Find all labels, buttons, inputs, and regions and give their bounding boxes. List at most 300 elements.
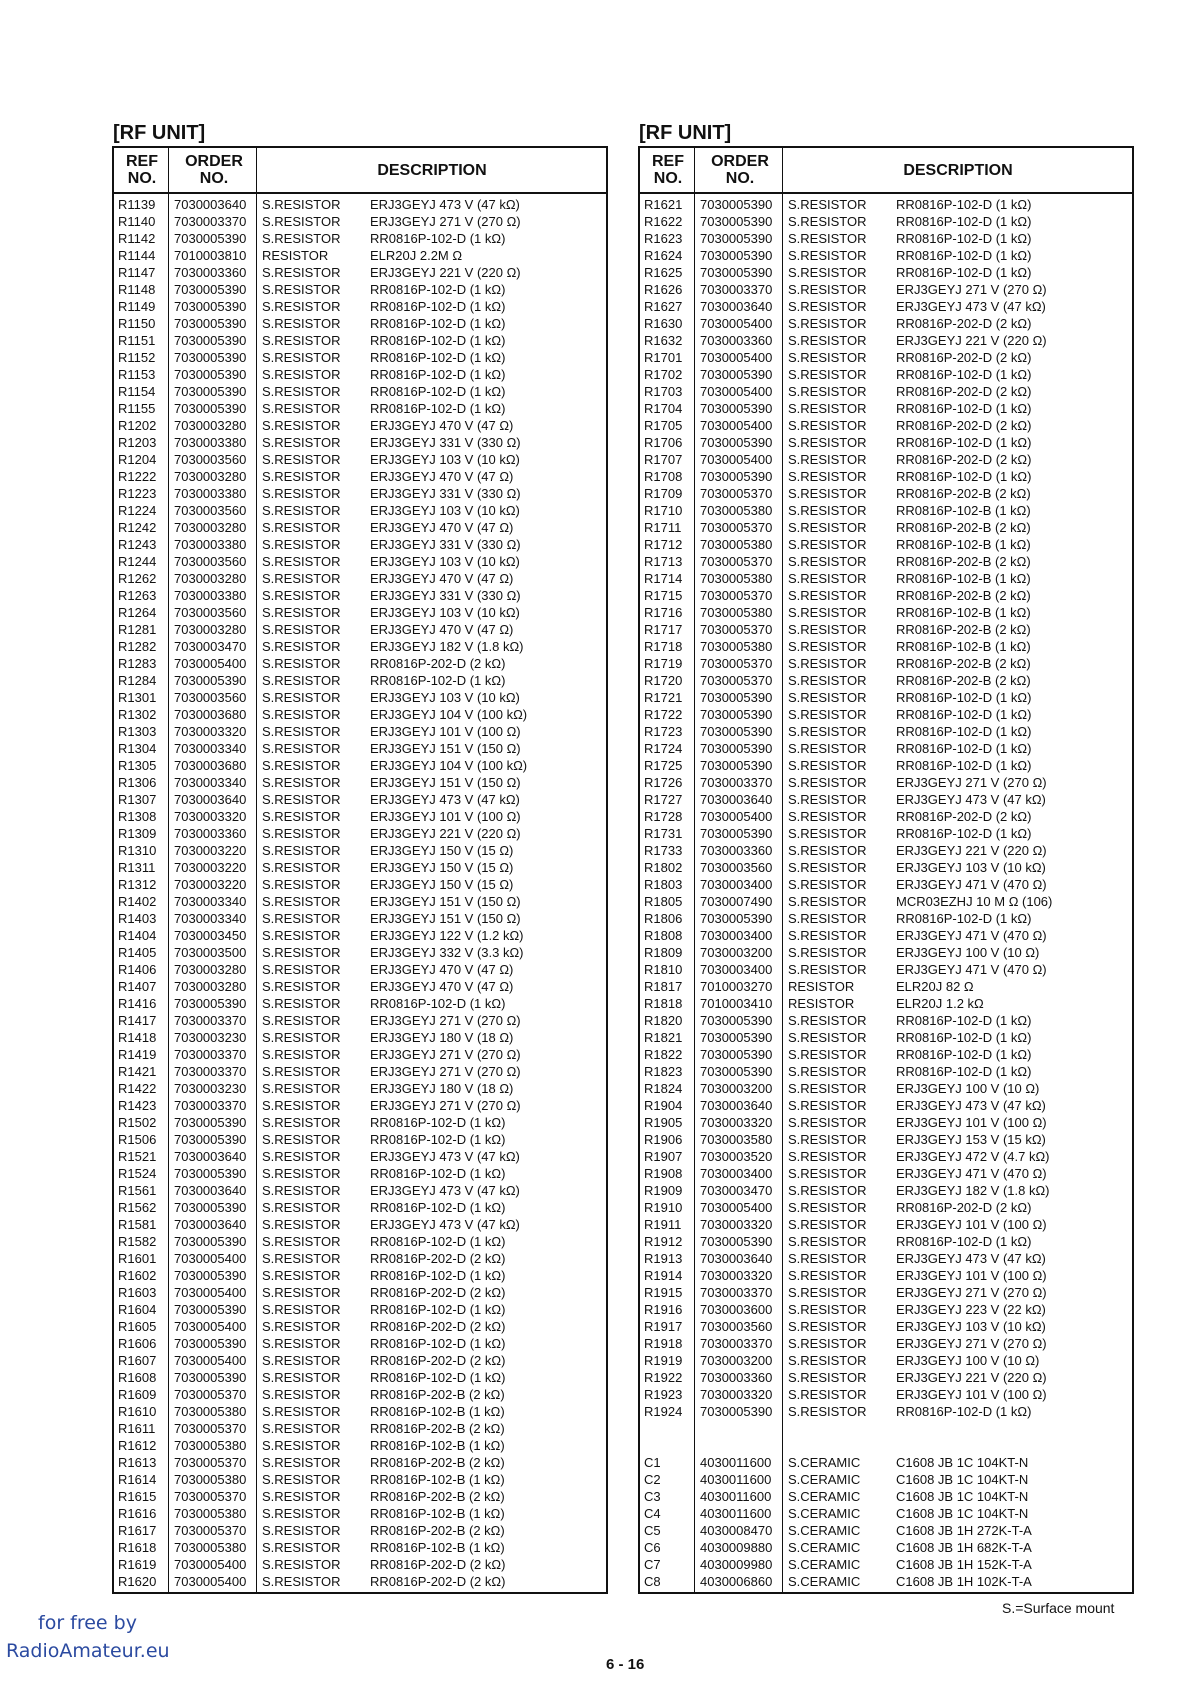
- table-row: [640, 1505, 1132, 1522]
- part-type: S.RESISTOR: [788, 945, 867, 960]
- table-row: [114, 808, 606, 825]
- table-row: [114, 689, 606, 706]
- part-type: S.RESISTOR: [262, 1047, 341, 1062]
- part-type: S.RESISTOR: [788, 724, 867, 739]
- order-no-header: ORDER NO.: [711, 153, 769, 187]
- part-type: S.RESISTOR: [788, 333, 867, 348]
- part-value: RR0816P-202-B (2 kΩ): [370, 1387, 505, 1402]
- ref-no: R1312: [118, 877, 157, 892]
- part-type: S.RESISTOR: [262, 1081, 341, 1096]
- table-row: [114, 1573, 606, 1590]
- part-type: S.RESISTOR: [788, 1404, 867, 1419]
- part-value: RR0816P-102-D (1 kΩ): [370, 1200, 506, 1215]
- ref-no: R1913: [644, 1251, 683, 1266]
- part-value: RR0816P-202-B (2 kΩ): [370, 1421, 505, 1436]
- table-row: [640, 1352, 1132, 1369]
- ref-no: R1701: [644, 350, 683, 365]
- order-no: 7010003270: [700, 979, 773, 994]
- ref-no: R1302: [118, 707, 157, 722]
- ref-no: R1909: [644, 1183, 683, 1198]
- part-type: S.RESISTOR: [262, 1064, 341, 1079]
- part-value: RR0816P-102-D (1 kΩ): [370, 316, 506, 331]
- ref-no: R1707: [644, 452, 683, 467]
- ref-no: R1264: [118, 605, 157, 620]
- order-no: 7030003360: [174, 826, 247, 841]
- part-type: S.RESISTOR: [262, 775, 341, 790]
- part-value: ERJ3GEYJ 473 V (47 kΩ): [896, 1098, 1046, 1113]
- part-value: ELR20J 82 Ω: [896, 979, 974, 994]
- part-value: C1608 JB 1H 102K-T-A: [896, 1574, 1032, 1589]
- part-type: S.RESISTOR: [262, 214, 341, 229]
- table-row: [114, 400, 606, 417]
- part-value: ERJ3GEYJ 271 V (270 Ω): [370, 1064, 521, 1079]
- ref-no-header: REF NO.: [652, 153, 684, 187]
- ref-no: R1910: [644, 1200, 683, 1215]
- order-no: 7030005370: [700, 622, 773, 637]
- table-row: [640, 706, 1132, 723]
- part-value: C1608 JB 1C 104KT-N: [896, 1489, 1029, 1504]
- ref-no: R1222: [118, 469, 157, 484]
- order-no: 7030003320: [700, 1387, 773, 1402]
- table-row: [640, 944, 1132, 961]
- part-type: S.RESISTOR: [262, 1387, 341, 1402]
- table-row: [640, 587, 1132, 604]
- order-no: 7030005390: [174, 401, 247, 416]
- table-row: [114, 655, 606, 672]
- part-type: S.RESISTOR: [788, 571, 867, 586]
- part-value: RR0816P-102-D (1 kΩ): [370, 1115, 506, 1130]
- part-value: RR0816P-202-D (2 kΩ): [896, 1200, 1032, 1215]
- order-no: 7030003340: [174, 911, 247, 926]
- order-no: 7030005400: [700, 418, 773, 433]
- table-row: [640, 281, 1132, 298]
- order-no: 4030009880: [700, 1540, 773, 1555]
- part-value: RR0816P-202-B (2 kΩ): [896, 486, 1031, 501]
- part-value: RR0816P-102-D (1 kΩ): [896, 1404, 1032, 1419]
- part-type: S.RESISTOR: [262, 860, 341, 875]
- order-no: 7030005370: [700, 588, 773, 603]
- part-value: RR0816P-202-B (2 kΩ): [370, 1523, 505, 1538]
- ref-no: R1724: [644, 741, 683, 756]
- part-type: S.RESISTOR: [788, 792, 867, 807]
- part-type: S.RESISTOR: [788, 401, 867, 416]
- part-type: S.RESISTOR: [788, 656, 867, 671]
- part-type: S.RESISTOR: [262, 1013, 341, 1028]
- order-no: 7030003380: [174, 486, 247, 501]
- ref-no: R1155: [118, 401, 156, 416]
- ref-no: R1602: [118, 1268, 157, 1283]
- order-no: 4030009980: [700, 1557, 773, 1572]
- part-value: RR0816P-102-D (1 kΩ): [896, 214, 1032, 229]
- order-no: 7030005390: [700, 367, 773, 382]
- order-no: 7030003220: [174, 843, 247, 858]
- part-type: S.CERAMIC: [788, 1506, 861, 1521]
- part-value: ERJ3GEYJ 100 V (10 Ω): [896, 1081, 1040, 1096]
- table-row: [114, 247, 606, 264]
- part-type: S.RESISTOR: [788, 1047, 867, 1062]
- order-no: 7030005390: [174, 1336, 247, 1351]
- table-row: [640, 1012, 1132, 1029]
- part-value: ERJ3GEYJ 271 V (270 Ω): [370, 214, 521, 229]
- order-no: 7030003640: [174, 197, 247, 212]
- table-row: [114, 587, 606, 604]
- part-type: S.RESISTOR: [262, 1149, 341, 1164]
- table-row: [114, 927, 606, 944]
- part-value: ERJ3GEYJ 101 V (100 Ω): [896, 1217, 1047, 1232]
- order-no: 7030005390: [174, 282, 247, 297]
- part-type: S.RESISTOR: [788, 1081, 867, 1096]
- ref-no: R1727: [644, 792, 683, 807]
- part-type: S.RESISTOR: [788, 622, 867, 637]
- ref-no: R1310: [118, 843, 157, 858]
- order-no: 7030005400: [174, 656, 247, 671]
- table-row: [640, 1114, 1132, 1131]
- order-no: 7030003560: [174, 554, 247, 569]
- table-row: [640, 808, 1132, 825]
- table-row: [114, 944, 606, 961]
- part-value: RR0816P-102-D (1 kΩ): [896, 707, 1032, 722]
- part-type: S.RESISTOR: [262, 656, 341, 671]
- part-type: S.RESISTOR: [262, 639, 341, 654]
- part-value: C1608 JB 1C 104KT-N: [896, 1455, 1029, 1470]
- table-row: [640, 247, 1132, 264]
- ref-no: R1204: [118, 452, 157, 467]
- part-type: S.RESISTOR: [262, 1251, 341, 1266]
- part-value: ERJ3GEYJ 473 V (47 kΩ): [370, 1217, 520, 1232]
- table-body: [114, 194, 606, 1590]
- ref-no: R1416: [118, 996, 157, 1011]
- order-no: 7030003400: [700, 962, 773, 977]
- order-no: 7030003200: [700, 1353, 773, 1368]
- part-value: ERJ3GEYJ 470 V (47 Ω): [370, 418, 514, 433]
- table-row: [114, 1420, 606, 1437]
- order-no: 7030003360: [700, 843, 773, 858]
- order-no: 7030005400: [700, 809, 773, 824]
- part-value: RR0816P-102-B (1 kΩ): [370, 1438, 505, 1453]
- part-value: RR0816P-202-D (2 kΩ): [896, 350, 1032, 365]
- ref-no: R1154: [118, 384, 156, 399]
- part-value: ERJ3GEYJ 473 V (47 kΩ): [896, 1251, 1046, 1266]
- order-no: 7030003200: [700, 1081, 773, 1096]
- part-value: ERJ3GEYJ 470 V (47 Ω): [370, 571, 514, 586]
- part-value: RR0816P-202-B (2 kΩ): [896, 673, 1031, 688]
- part-type: S.RESISTOR: [788, 639, 867, 654]
- part-type: S.RESISTOR: [262, 1268, 341, 1283]
- table-row: [114, 213, 606, 230]
- part-type: S.RESISTOR: [262, 1472, 341, 1487]
- table-row: [114, 757, 606, 774]
- ref-no: R1149: [118, 299, 156, 314]
- ref-no: R1153: [118, 367, 156, 382]
- watermark-line1: for free by: [38, 1612, 137, 1634]
- order-no: 7030003320: [700, 1217, 773, 1232]
- part-value: ERJ3GEYJ 470 V (47 Ω): [370, 469, 514, 484]
- part-value: ERJ3GEYJ 150 V (15 Ω): [370, 843, 514, 858]
- part-type: S.RESISTOR: [262, 979, 341, 994]
- ref-no: R1402: [118, 894, 157, 909]
- left-parts-section: [112, 120, 608, 1594]
- ref-no: R1281: [118, 622, 157, 637]
- part-value: ELR20J 2.2M Ω: [370, 248, 463, 263]
- ref-no: R1721: [644, 690, 683, 705]
- ref-no: R1582: [118, 1234, 157, 1249]
- part-type: S.RESISTOR: [262, 1302, 341, 1317]
- table-row: [640, 366, 1132, 383]
- order-no: 7030003280: [174, 979, 247, 994]
- part-value: RR0816P-102-D (1 kΩ): [896, 911, 1032, 926]
- ref-no: R1284: [118, 673, 157, 688]
- order-no: 7030003380: [174, 537, 247, 552]
- part-value: RR0816P-102-D (1 kΩ): [896, 367, 1032, 382]
- ref-no: R1923: [644, 1387, 683, 1402]
- ref-no: R1407: [118, 979, 157, 994]
- ref-no: R1581: [118, 1217, 157, 1232]
- ref-no: R1803: [644, 877, 683, 892]
- order-no: 7030005380: [174, 1438, 247, 1453]
- table-row: [640, 1335, 1132, 1352]
- part-value: RR0816P-102-D (1 kΩ): [896, 1047, 1032, 1062]
- table-row: [640, 553, 1132, 570]
- part-value: RR0816P-102-D (1 kΩ): [370, 1166, 506, 1181]
- order-no: 7030005390: [700, 1030, 773, 1045]
- table-body: [640, 194, 1132, 1590]
- part-type: S.RESISTOR: [788, 1013, 867, 1028]
- part-value: C1608 JB 1C 104KT-N: [896, 1506, 1029, 1521]
- ref-no: R1915: [644, 1285, 683, 1300]
- table-row: [640, 1454, 1132, 1471]
- part-value: RR0816P-102-B (1 kΩ): [896, 639, 1031, 654]
- part-value: RR0816P-102-D (1 kΩ): [896, 197, 1032, 212]
- part-value: RR0816P-102-D (1 kΩ): [896, 248, 1032, 263]
- ref-no: R1282: [118, 639, 157, 654]
- table-row: [114, 1335, 606, 1352]
- table-row: [114, 893, 606, 910]
- ref-no: R1620: [118, 1574, 157, 1589]
- table-row: [640, 383, 1132, 400]
- ref-no: R1823: [644, 1064, 683, 1079]
- ref-no: R1822: [644, 1047, 683, 1062]
- part-type: S.RESISTOR: [262, 894, 341, 909]
- part-value: ERJ3GEYJ 103 V (10 kΩ): [370, 554, 520, 569]
- table-row: [640, 451, 1132, 468]
- part-value: RR0816P-202-D (2 kΩ): [896, 316, 1032, 331]
- part-value: ERJ3GEYJ 470 V (47 Ω): [370, 622, 514, 637]
- ref-no: R1617: [118, 1523, 157, 1538]
- ref-no: R1615: [118, 1489, 157, 1504]
- order-no: 7030003640: [700, 1251, 773, 1266]
- ref-no: R1718: [644, 639, 683, 654]
- ref-no: R1621: [644, 197, 683, 212]
- part-type: S.RESISTOR: [262, 1183, 341, 1198]
- table-row: [640, 1131, 1132, 1148]
- ref-no: R1722: [644, 707, 683, 722]
- section-title: [RF UNIT]: [639, 122, 732, 144]
- part-value: ERJ3GEYJ 271 V (270 Ω): [370, 1098, 521, 1113]
- table-row: [640, 417, 1132, 434]
- table-row: [114, 230, 606, 247]
- part-type: S.RESISTOR: [788, 418, 867, 433]
- ref-no: R1733: [644, 843, 683, 858]
- part-value: MCR03EZHJ 10 M Ω (106): [896, 894, 1053, 909]
- part-value: ERJ3GEYJ 182 V (1.8 kΩ): [370, 639, 524, 654]
- order-no: 7030005390: [174, 1200, 247, 1215]
- part-type: S.RESISTOR: [262, 843, 341, 858]
- part-value: RR0816P-102-B (1 kΩ): [896, 571, 1031, 586]
- part-type: S.RESISTOR: [262, 707, 341, 722]
- order-no: 7030005380: [700, 571, 773, 586]
- ref-no: R1703: [644, 384, 683, 399]
- order-no: 7030003280: [174, 469, 247, 484]
- part-value: RR0816P-202-D (2 kΩ): [896, 809, 1032, 824]
- part-value: ERJ3GEYJ 151 V (150 Ω): [370, 894, 521, 909]
- order-no: 7030003500: [174, 945, 247, 960]
- part-value: ERJ3GEYJ 101 V (100 Ω): [896, 1387, 1047, 1402]
- part-type: S.RESISTOR: [788, 282, 867, 297]
- order-no: 7030003320: [700, 1268, 773, 1283]
- part-value: RR0816P-202-B (2 kΩ): [896, 588, 1031, 603]
- ref-no: R1405: [118, 945, 157, 960]
- ref-no: R1726: [644, 775, 683, 790]
- order-no: 7030005370: [174, 1387, 247, 1402]
- ref-no: R1625: [644, 265, 683, 280]
- table-row: [114, 1488, 606, 1505]
- order-no: 7030005400: [174, 1557, 247, 1572]
- order-no: 7030005370: [174, 1455, 247, 1470]
- table-row: [640, 1318, 1132, 1335]
- part-value: ERJ3GEYJ 180 V (18 Ω): [370, 1030, 514, 1045]
- ref-no: R1561: [118, 1183, 157, 1198]
- table-row: [114, 451, 606, 468]
- part-type: S.RESISTOR: [788, 1149, 867, 1164]
- part-value: RR0816P-102-D (1 kΩ): [370, 299, 506, 314]
- part-type: S.RESISTOR: [788, 962, 867, 977]
- part-value: ERJ3GEYJ 104 V (100 kΩ): [370, 707, 528, 722]
- part-value: RR0816P-102-D (1 kΩ): [896, 1013, 1032, 1028]
- part-type: S.RESISTOR: [788, 1268, 867, 1283]
- table-row: [114, 791, 606, 808]
- ref-no: R1605: [118, 1319, 157, 1334]
- table-row: [114, 1267, 606, 1284]
- table-row: [640, 1539, 1132, 1556]
- part-type: S.RESISTOR: [262, 435, 341, 450]
- order-no: 7030003360: [700, 1370, 773, 1385]
- part-type: S.RESISTOR: [262, 282, 341, 297]
- part-type: S.RESISTOR: [262, 1455, 341, 1470]
- table-row: [640, 536, 1132, 553]
- order-no: 7030005400: [174, 1574, 247, 1589]
- table-row: [114, 723, 606, 740]
- part-type: S.RESISTOR: [262, 673, 341, 688]
- table-header: [114, 148, 606, 194]
- order-no: 7030003640: [700, 1098, 773, 1113]
- order-no: 7030005390: [174, 1166, 247, 1181]
- ref-no: R1918: [644, 1336, 683, 1351]
- part-value: RR0816P-202-D (2 kΩ): [370, 1285, 506, 1300]
- part-value: RR0816P-102-D (1 kΩ): [370, 1370, 506, 1385]
- part-type: S.RESISTOR: [262, 333, 341, 348]
- table-row: [640, 298, 1132, 315]
- part-value: RR0816P-202-B (2 kΩ): [896, 554, 1031, 569]
- table-row: [114, 417, 606, 434]
- order-no: 7030003560: [174, 503, 247, 518]
- part-value: ERJ3GEYJ 471 V (470 Ω): [896, 1166, 1047, 1181]
- table-row: [640, 1267, 1132, 1284]
- order-no: 7030005390: [174, 996, 247, 1011]
- part-value: RR0816P-202-D (2 kΩ): [370, 1353, 506, 1368]
- table-row: [640, 723, 1132, 740]
- part-type: S.RESISTOR: [262, 1421, 341, 1436]
- order-no: 7030003340: [174, 775, 247, 790]
- table-row: [114, 1369, 606, 1386]
- table-row: [114, 1454, 606, 1471]
- part-value: RR0816P-102-D (1 kΩ): [370, 1234, 506, 1249]
- part-type: S.RESISTOR: [262, 503, 341, 518]
- part-type: S.RESISTOR: [788, 537, 867, 552]
- ref-no: R1304: [118, 741, 157, 756]
- order-no: 7030005390: [174, 367, 247, 382]
- part-value: RR0816P-102-D (1 kΩ): [896, 690, 1032, 705]
- part-value: ERJ3GEYJ 221 V (220 Ω): [370, 265, 521, 280]
- part-value: ERJ3GEYJ 180 V (18 Ω): [370, 1081, 514, 1096]
- order-no: 7030003470: [174, 639, 247, 654]
- part-type: S.RESISTOR: [262, 588, 341, 603]
- table-row: [114, 315, 606, 332]
- table-row: [114, 978, 606, 995]
- part-value: ERJ3GEYJ 221 V (220 Ω): [896, 333, 1047, 348]
- part-type: S.RESISTOR: [262, 605, 341, 620]
- part-type: S.RESISTOR: [788, 367, 867, 382]
- ref-no: R1142: [118, 231, 156, 246]
- ref-no: R1148: [118, 282, 156, 297]
- ref-no: R1311: [118, 860, 156, 875]
- part-type: S.RESISTOR: [788, 214, 867, 229]
- part-type: S.RESISTOR: [788, 843, 867, 858]
- part-value: ERJ3GEYJ 473 V (47 kΩ): [370, 1183, 520, 1198]
- part-type: S.RESISTOR: [788, 690, 867, 705]
- part-value: ERJ3GEYJ 103 V (10 kΩ): [370, 503, 520, 518]
- part-value: RR0816P-202-B (2 kΩ): [896, 622, 1031, 637]
- order-no: 7030005380: [174, 1540, 247, 1555]
- part-type: S.RESISTOR: [262, 520, 341, 535]
- part-value: RR0816P-102-D (1 kΩ): [370, 333, 506, 348]
- table-row: [640, 468, 1132, 485]
- table-row: [114, 1539, 606, 1556]
- description-header: DESCRIPTION: [903, 161, 1013, 179]
- order-no: 7030003320: [174, 809, 247, 824]
- table-row: [114, 859, 606, 876]
- order-no: 7030003640: [700, 299, 773, 314]
- order-no: 7030005390: [174, 333, 247, 348]
- part-value: RR0816P-202-D (2 kΩ): [370, 1574, 506, 1589]
- ref-no: R1630: [644, 316, 683, 331]
- table-row: [640, 689, 1132, 706]
- ref-no: R1627: [644, 299, 683, 314]
- ref-no: R1706: [644, 435, 683, 450]
- table-row: [114, 825, 606, 842]
- order-no: 7030005390: [174, 316, 247, 331]
- part-value: RR0816P-102-D (1 kΩ): [370, 673, 506, 688]
- table-row: [114, 536, 606, 553]
- order-no: 7030003640: [174, 1183, 247, 1198]
- order-no: 7030005390: [174, 673, 247, 688]
- ref-no: R1613: [118, 1455, 157, 1470]
- section-title: [RF UNIT]: [113, 122, 206, 144]
- ref-no: R1140: [118, 214, 156, 229]
- table-row: [640, 774, 1132, 791]
- order-no: 7030005400: [700, 384, 773, 399]
- ref-no: R1307: [118, 792, 157, 807]
- ref-no: R1818: [644, 996, 683, 1011]
